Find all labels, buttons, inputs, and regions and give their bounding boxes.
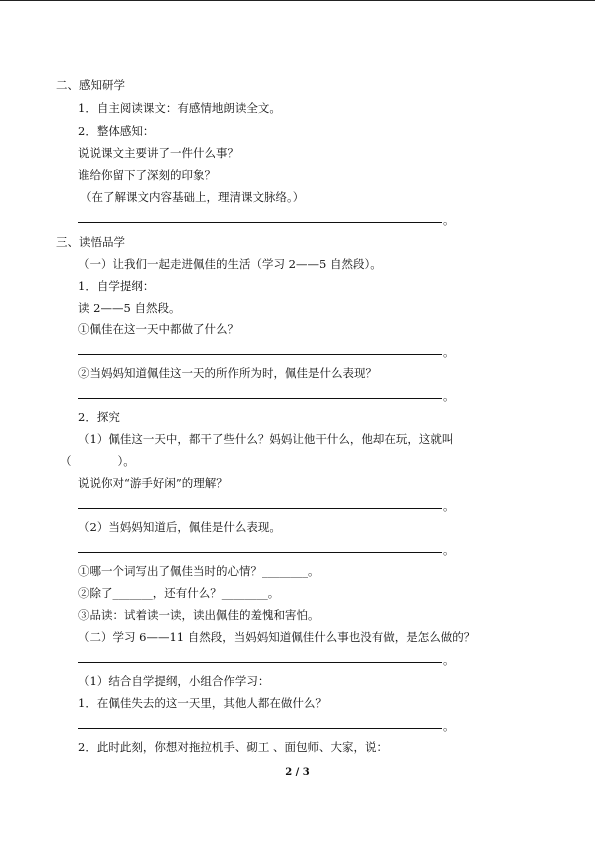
text-line: （2）当妈妈知道后，佩佳是什么表现。 [78,520,281,534]
section-heading-2: 二、感知研学 [56,78,125,92]
text-line: 谁给你留下了深刻的印象？ [78,168,216,182]
text-line: ③品读：试着读一读，读出佩佳的羞愧和害怕。 [78,608,320,622]
text-line: 读 2——5 自然段。 [78,301,181,315]
page-number: 2 / 3 [285,767,310,778]
text-line: （1）佩佳这一天中，都干了些什么？妈妈让他干什么，他却在玩，这就叫 [78,432,454,446]
answer-line-end: 。 [443,543,455,557]
answer-line [78,222,442,223]
text-line: 2．此时此刻，你想对拖拉机手、砌工 、面包师、大家，说： [78,740,388,754]
answer-line-end: 。 [443,345,455,359]
section-heading-3: 三、读悟品学 [56,235,125,249]
text-line: 说说你对“游手好闲”的理解？ [78,476,228,490]
answer-line-end: 。 [443,653,455,667]
answer-line [78,508,442,509]
answer-line [78,398,442,399]
text-line: （ ）。 [60,454,135,468]
text-line: （二）学习 6——11 自然段，当妈妈知道佩佳什么事也没有做，是怎么做的？ [78,630,476,644]
answer-line-end: 。 [443,499,455,513]
text-line: （一）让我们一起走进佩佳的生活（学习 2——5 自然段）。 [78,257,382,271]
text-line: 1．自学提纲： [78,279,155,293]
page-top-border [0,0,595,1]
answer-line-end: 。 [443,213,455,227]
text-line: （1）结合自学提纲，小组合作学习： [78,674,270,688]
text-line: ②当妈妈知道佩佳这一天的所作所为时，佩佳是什么表现？ [78,366,377,380]
text-line: 1．在佩佳失去的这一天里，其他人都在做什么？ [78,696,327,710]
text-line: 2．探究 [78,410,120,424]
answer-line [78,354,442,355]
text-line: 2．整体感知： [78,124,155,138]
text-line: ②除了_______，还有什么？________。 [78,586,280,600]
answer-line [78,552,442,553]
answer-line-end: 。 [443,389,455,403]
answer-line [78,728,442,729]
text-line: 说说课文主要讲了一件什么事？ [78,146,239,160]
text-line: ①佩佳在这一天中都做了什么？ [78,322,239,336]
answer-line [78,662,442,663]
answer-line-end: 。 [443,719,455,733]
text-line: ①哪一个词写出了佩佳当时的心情？________。 [78,564,320,578]
text-line: 1．自主阅读课文：有感情地朗读全文。 [78,101,281,115]
text-line: （在了解课文内容基础上，理清课文脉络。） [80,190,305,204]
